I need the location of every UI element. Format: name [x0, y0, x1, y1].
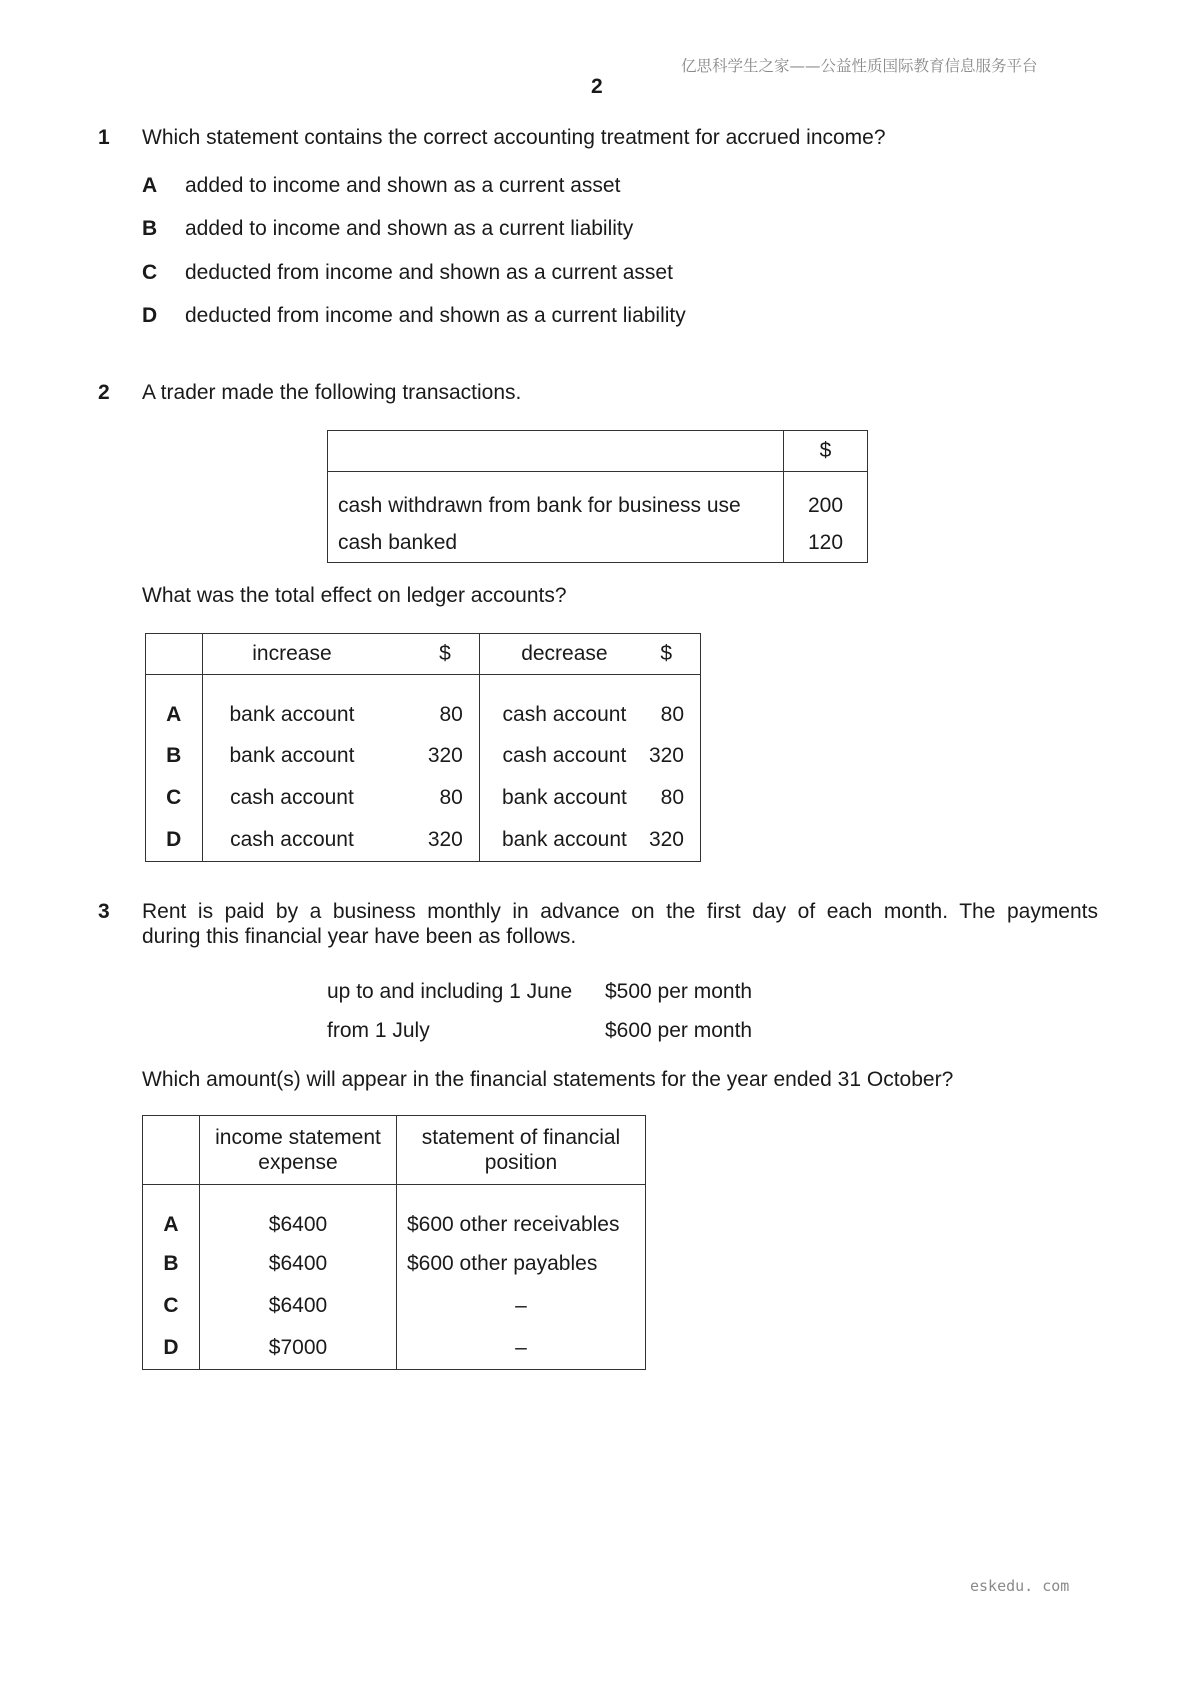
option-text-b: added to income and shown as a current liability	[185, 217, 634, 240]
expense-amount: $6400	[200, 1185, 397, 1244]
header-line: income statement	[215, 1126, 381, 1149]
option-text-c: deducted from income and shown as a current asset	[185, 261, 673, 284]
page-number: 2	[591, 75, 603, 98]
decrease-header: decrease	[479, 634, 649, 675]
decrease-account: bank account	[501, 828, 627, 851]
decrease-amount: 320	[648, 744, 684, 767]
option-letter-b: B	[142, 217, 158, 240]
increase-amount: 80	[381, 675, 479, 736]
rent-period-label: up to and including 1 June	[327, 980, 573, 1003]
table-header-cell	[328, 431, 784, 472]
increase-header: increase	[202, 634, 381, 675]
expense-amount: $7000	[200, 1327, 397, 1370]
table-row	[146, 735, 701, 777]
position-value: $600 other receivables	[407, 1213, 620, 1236]
option-letter-a: A	[142, 174, 158, 197]
option-text-a: added to income and shown as a current asset	[185, 174, 621, 197]
question-text-line-1: Rent is paid by a business monthly in advance on the first day of each month. The payments	[142, 900, 1098, 923]
decrease-currency-header: $	[649, 634, 701, 675]
rent-period-label: from 1 July	[327, 1019, 430, 1042]
header-watermark: 亿思科学生之家——公益性质国际教育信息服务平台	[681, 57, 1038, 75]
income-statement-header	[200, 1116, 397, 1185]
table-row	[328, 524, 868, 563]
question-number: 2	[98, 381, 110, 404]
increase-account: cash account	[230, 828, 354, 851]
increase-amount: 80	[381, 777, 479, 819]
question-text-line-2: during this financial year have been as follows.	[142, 925, 577, 948]
decrease-amount: 80	[660, 703, 684, 726]
increase-amount: 320	[381, 735, 479, 777]
increase-account: bank account	[229, 703, 355, 726]
table-row	[146, 777, 701, 819]
table-header-row	[328, 431, 868, 472]
option-letter: C	[143, 1285, 200, 1327]
financial-statements-answer-table	[142, 1115, 646, 1370]
decrease-amount: 80	[660, 786, 684, 809]
option-letter: B	[146, 735, 203, 777]
transaction-desc: cash banked	[328, 524, 784, 563]
question-prompt: Which amount(s) will appear in the financial statements for the year ended 31 October?	[142, 1068, 954, 1091]
position-value: –	[515, 1336, 527, 1359]
option-text-d: deducted from income and shown as a current liability	[185, 304, 686, 327]
table-header-cell	[146, 634, 203, 675]
header-line: position	[484, 1151, 558, 1174]
ledger-answer-table	[145, 633, 701, 862]
table-header-cell	[143, 1116, 200, 1185]
table-row	[143, 1185, 646, 1244]
table-row	[143, 1243, 646, 1285]
currency-header: $	[784, 431, 868, 472]
transaction-desc: cash withdrawn from bank for business use	[328, 472, 784, 525]
position-value: $600 other payables	[407, 1252, 598, 1275]
option-letter-d: D	[142, 304, 158, 327]
increase-amount: 320	[381, 819, 479, 862]
question-text: A trader made the following transactions.	[142, 381, 522, 404]
table-row	[328, 472, 868, 525]
option-letter: D	[143, 1327, 200, 1370]
header-line: statement of financial	[421, 1126, 621, 1149]
transaction-amount: 120	[807, 531, 844, 554]
expense-amount: $6400	[200, 1285, 397, 1327]
option-letter: C	[146, 777, 203, 819]
increase-account: bank account	[229, 744, 355, 767]
header-line: expense	[258, 1151, 338, 1174]
rent-amount: $600 per month	[605, 1019, 753, 1042]
table-header-row	[143, 1116, 646, 1185]
transactions-table	[327, 430, 868, 563]
option-letter: B	[143, 1243, 200, 1285]
option-letter: D	[146, 819, 203, 862]
question-number: 1	[98, 126, 110, 149]
expense-amount: $6400	[200, 1243, 397, 1285]
question-number: 3	[98, 900, 110, 923]
option-letter-c: C	[142, 261, 158, 284]
question-text: Which statement contains the correct accounting treatment for accrued income?	[142, 126, 886, 149]
table-row	[143, 1327, 646, 1370]
increase-account: cash account	[230, 786, 354, 809]
financial-position-header	[397, 1116, 646, 1185]
footer-watermark: eskedu. com	[970, 1577, 1070, 1595]
table-row	[146, 819, 701, 862]
option-letter: A	[143, 1185, 200, 1244]
question-prompt: What was the total effect on ledger accounts?	[142, 584, 567, 607]
table-row	[143, 1285, 646, 1327]
increase-currency-header: $	[381, 634, 479, 675]
option-letter: A	[146, 675, 203, 736]
decrease-account: cash account	[502, 703, 627, 726]
table-row	[146, 675, 701, 736]
table-header-row	[146, 634, 701, 675]
decrease-amount: 320	[648, 828, 684, 851]
decrease-account: cash account	[502, 744, 627, 767]
decrease-account: bank account	[501, 786, 627, 809]
position-value: –	[515, 1294, 527, 1317]
rent-amount: $500 per month	[605, 980, 753, 1003]
transaction-amount: 200	[807, 494, 844, 517]
